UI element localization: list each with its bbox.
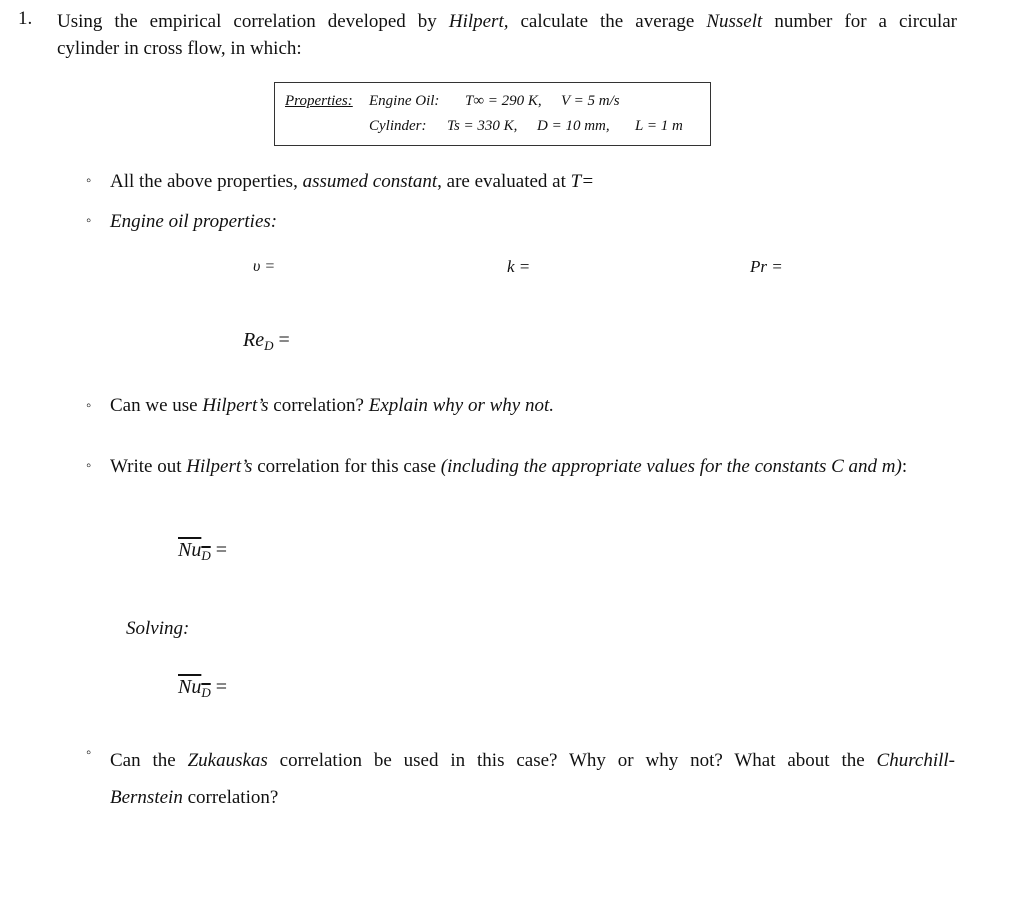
- bullet-marker: ◦: [86, 213, 92, 229]
- thermal-conductivity-equation: k =: [507, 257, 531, 276]
- bullet-marker: ◦: [86, 745, 92, 761]
- bullet-engine-oil-properties: Engine oil properties:: [110, 211, 278, 232]
- question-line-1: Using the empirical correlation developed by Hilpert, calculate the average Nusselt number for a circular: [57, 11, 958, 32]
- bullet-zukauskas-churchill: [110, 742, 955, 816]
- engine-oil-label: Engine Oil:: [369, 93, 440, 109]
- bullet-marker: ◦: [86, 173, 92, 189]
- oil-temperature: T∞ = 290 K,: [465, 93, 542, 109]
- properties-label: Properties:: [285, 93, 353, 109]
- cylinder-label: Cylinder:: [369, 118, 427, 134]
- properties-box: [274, 82, 711, 146]
- bullet-evaluation-temperature: All the above properties, assumed constant, are evaluated at T=: [110, 171, 595, 192]
- prandtl-number-equation: Pr =: [750, 257, 783, 276]
- question-number: 1.: [18, 8, 33, 29]
- solving-label: Solving:: [126, 618, 190, 639]
- bullet-5-line-1: Can the Zukauskas correlation be used in this case? Why or why not? What about the Churchill-: [110, 750, 956, 771]
- cylinder-diameter: D = 10 mm,: [537, 118, 610, 134]
- kinematic-viscosity-equation: υ =: [253, 258, 276, 275]
- nusselt-solution-equation: $Nu_D$ =: [178, 676, 228, 700]
- bullet-hilpert-correlation: Write out Hilpert’s correlation for this case (including the appropriate values for the constants C and m):: [110, 456, 908, 477]
- question-text: [57, 8, 957, 62]
- oil-velocity: V = 5 m/s: [561, 93, 620, 109]
- question-line-2: cylinder in cross flow, in which:: [57, 38, 302, 59]
- bullet-marker: ◦: [86, 398, 92, 414]
- nusselt-equation: $Nu_D$ =: [178, 539, 228, 563]
- bullet-5-line-2: Bernstein correlation?: [110, 787, 279, 808]
- bullet-marker: ◦: [86, 458, 92, 474]
- cylinder-length: L = 1 m: [635, 118, 683, 134]
- reynolds-number-equation: $Re_D$ =: [243, 329, 290, 353]
- bullet-hilpert-applicability: Can we use Hilpert’s correlation? Explain why or why not.: [110, 395, 554, 416]
- cylinder-surface-temperature: Ts = 330 K,: [447, 118, 518, 134]
